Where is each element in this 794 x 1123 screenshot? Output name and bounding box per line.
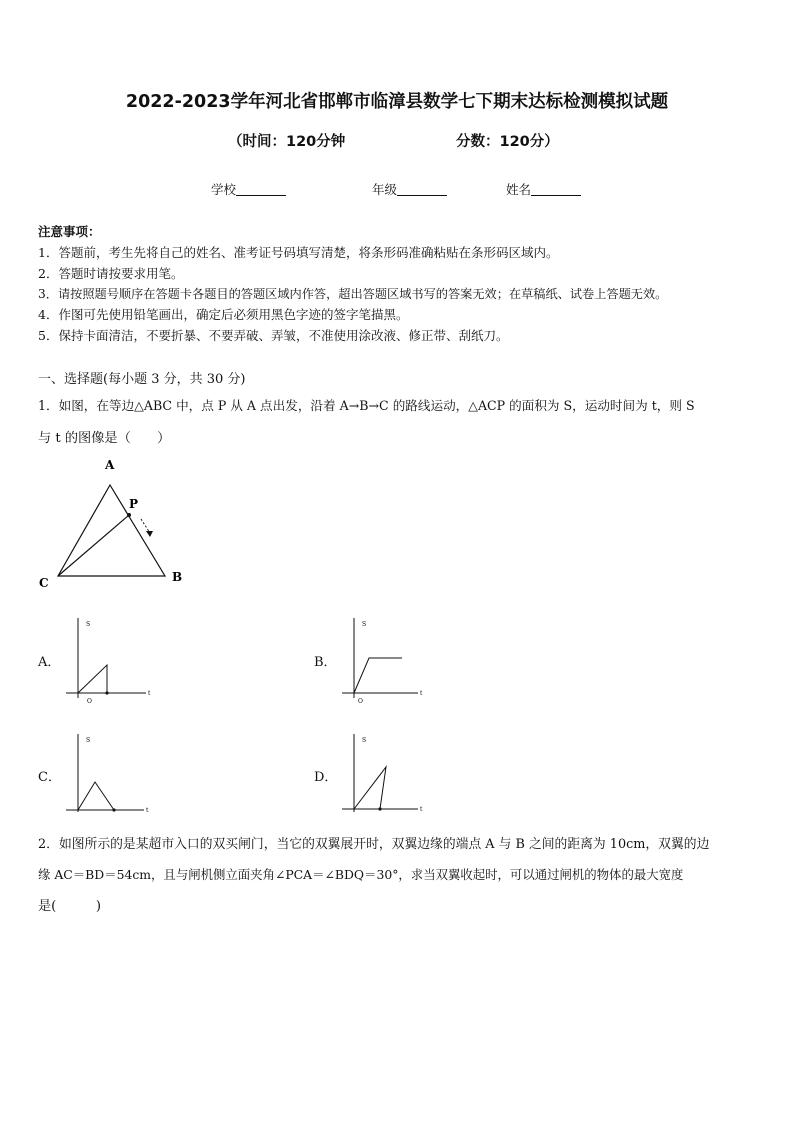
note-item: 4．作图可先使用铅笔画出，确定后必须用黑色字迹的签字笔描黑。: [38, 307, 409, 323]
name-field: [506, 180, 581, 198]
motion-arrow: [141, 519, 150, 533]
school-blank: [236, 182, 286, 196]
name-label: 姓名: [506, 182, 532, 197]
school-field: [211, 180, 286, 198]
label-p: P: [129, 497, 139, 511]
axis-t: t: [146, 807, 149, 814]
option-d-graph[interactable]: [338, 728, 438, 818]
notes-block: [38, 222, 667, 347]
name-blank: [531, 182, 581, 196]
origin-o: O: [87, 698, 92, 705]
label-b: B: [172, 570, 183, 584]
grade-field: [372, 180, 447, 198]
option-b-graph[interactable]: [338, 612, 438, 707]
option-d-label[interactable]: D．: [314, 770, 338, 785]
section-heading: 一、选择题(每小题 3 分，共 30 分): [38, 372, 246, 387]
q2-stem-line1: 2．如图所示的是某超市入口的双买闸门，当它的双翼展开时，双翼边缘的端点 A 与 B 之间的距离为 10cm，双翼的边: [38, 837, 710, 852]
exam-score: 分数：120分）: [456, 134, 559, 150]
label-a: A: [105, 458, 115, 472]
note-item: 1．答题前，考生先将自己的姓名、准考证号码填写清楚，将条形码准确粘贴在条形码区域内。: [38, 244, 559, 260]
triangle-figure: [30, 455, 200, 595]
note-item: 2．答题时请按要求用笔。: [38, 265, 184, 281]
exam-time: （时间：120分钟: [228, 134, 346, 150]
point-p: [127, 513, 131, 517]
option-c-label[interactable]: C．: [38, 770, 61, 785]
school-label: 学校: [211, 182, 237, 197]
axis-t: t: [420, 690, 423, 697]
grade-blank: [397, 182, 447, 196]
axis-s: S: [86, 621, 91, 628]
axis-s: S: [362, 621, 367, 628]
page-title: 2022-2023学年河北省邯郸市临漳县数学七下期末达标检测模拟试题: [125, 92, 669, 112]
label-c: C: [39, 576, 49, 590]
axis-s: S: [362, 737, 367, 744]
axis-s: S: [86, 737, 91, 744]
option-a-graph[interactable]: [62, 612, 162, 707]
arrow-head-icon: [146, 531, 153, 537]
origin-o: O: [358, 698, 363, 705]
q1-stem-line1: 1．如图，在等边△ABC 中，点 P 从 A 点出发，沿着 A→B→C 的路线运动，△ACP 的面积为 S，运动时间为 t，则 S: [38, 398, 695, 413]
axis-t: t: [148, 690, 151, 697]
grade-label: 年级: [372, 182, 398, 197]
q1-stem-line2: 与 t 的图像是（ ）: [38, 431, 171, 446]
option-a-label[interactable]: A．: [38, 655, 61, 670]
note-item: 3．请按照题号顺序在答题卡各题目的答题区域内作答，超出答题区域书写的答案无效；在草稿纸、试卷上答题无效。: [38, 287, 668, 302]
note-item: 5．保持卡面清洁，不要折暴、不要弄破、弄皱，不准使用涂改液、修正带、刮纸刀。: [38, 327, 509, 343]
option-c-graph[interactable]: [62, 728, 162, 818]
axis-t: t: [420, 806, 423, 813]
notes-heading: 注意事项：: [38, 224, 101, 239]
q2-stem-line3: 是( ): [38, 899, 102, 914]
q2-stem-line2: 缘 AC＝BD＝54cm，且与闸机侧立面夹角∠PCA＝∠BDQ＝30°，求当双翼收起时，可以通过闸机的物体的最大宽度: [38, 867, 684, 882]
segment-cp: [58, 515, 129, 576]
option-b-label[interactable]: B．: [314, 655, 337, 670]
